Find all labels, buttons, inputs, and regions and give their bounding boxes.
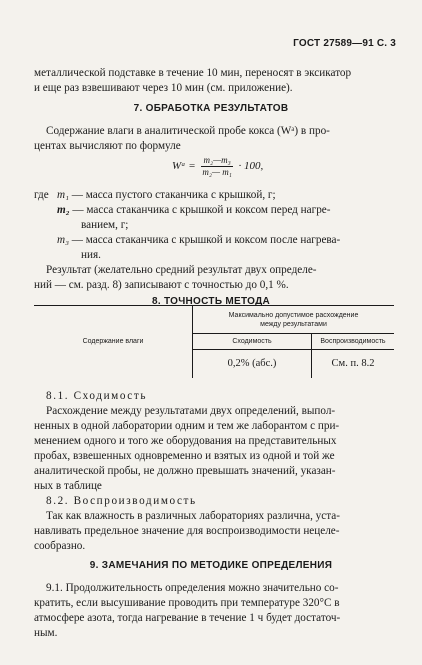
section-7-line-1: Содержание влаги в аналитической пробе кокса (Wᵃ) в про-	[46, 125, 330, 137]
table-col-reproducibility: Воспроизводимость	[312, 334, 395, 350]
where-label: где	[34, 189, 49, 201]
formula-fraction	[201, 155, 232, 178]
formula-rhs: · 100,	[238, 160, 264, 173]
intro-line-2: и еще раз взвешивают через 10 мин (см. приложение).	[34, 82, 293, 94]
para-8-1-line-2: ненных в одной лаборатории одним и тем же лаборантом с при-	[34, 420, 340, 432]
def-m2	[57, 203, 330, 218]
def-m2-symbol: m₂	[57, 204, 70, 216]
para-9-1-line-1: 9.1. Продолжительность определения можно значительно со-	[46, 582, 339, 594]
para-9-1-line-3: атмосфере азота, тогда нагревание в течение 1 ч будет достаточ-	[34, 612, 341, 624]
table-col-convergence: Сходимость	[193, 334, 312, 350]
formula-numerator: m₂—m₃	[203, 155, 231, 165]
formula-lhs: Wᵃ =	[172, 160, 196, 173]
page-header: ГОСТ 27589—91 С. 3	[293, 38, 396, 49]
section-9-title: 9. ЗАМЕЧАНИЯ ПО МЕТОДИКЕ ОПРЕДЕЛЕНИЯ	[89, 560, 333, 571]
para-9-1-line-2: кратить, если высушивание проводить при температуре 320°С в	[34, 597, 340, 609]
def-m2-text: — масса стаканчика с крышкой и коксом перед нагре-	[72, 204, 331, 216]
intro-line-1: металлической подставке в течение 10 мин, переносят в эксикатор	[34, 67, 352, 79]
para-8-1-line-1: Расхождение между результатами двух определений, выпол-	[46, 405, 336, 417]
def-m3-text: — масса стаканчика с крышкой и коксом после нагрева-	[71, 234, 341, 246]
precision-table	[34, 305, 394, 378]
formula-denominator: m₂— m₁	[202, 167, 232, 177]
section-8-title: 8. ТОЧНОСТЬ МЕТОДА	[151, 296, 271, 307]
table-group-header: Максимально допустимое расхождение между результатами	[193, 306, 395, 334]
def-m1-text: — масса пустого стаканчика с крышкой, г;	[71, 189, 276, 201]
result-line-1: Результат (желательно средний результат двух определе-	[46, 264, 317, 276]
para-8-2-title: 8.2. Воспроизводимость	[46, 495, 197, 507]
def-m3	[57, 233, 340, 248]
para-8-1-title: 8.1. Сходимость	[46, 390, 148, 402]
para-8-2-line-2: навливать предельное значение для воспроизводимости нецеле-	[34, 525, 340, 537]
para-8-1-line-3: менением одного и того же оборудования на представительных	[34, 435, 337, 447]
result-line-2: ний — см. разд. 8) записывают с точностью до 0,1 %.	[34, 279, 289, 291]
para-8-2-line-1: Так как влажность в различных лабораториях различна, уста-	[46, 510, 340, 522]
def-m3-cont: ния.	[81, 249, 101, 261]
moisture-formula	[172, 155, 263, 178]
section-7-title: 7. ОБРАБОТКА РЕЗУЛЬТАТОВ	[133, 103, 289, 114]
para-8-1-line-4: пробах, взвешенных одновременно и взятых из одной и той же	[34, 450, 335, 462]
section-7-line-2: центах вычисляют по формуле	[34, 140, 181, 152]
table-value-reproducibility: См. п. 8.2	[312, 350, 395, 378]
def-m2-cont: ванием, г;	[81, 219, 129, 231]
para-8-1-line-6: ных в таблице	[34, 480, 102, 492]
para-8-2-line-3: сообразно.	[34, 540, 86, 552]
table-value-convergence: 0,2% (абс.)	[193, 350, 312, 378]
def-m1-symbol: m₁	[57, 189, 69, 201]
para-9-1-line-4: ным.	[34, 627, 58, 639]
def-m1	[57, 188, 276, 203]
para-8-1-line-5: аналитической пробы, не должно превышать значений, указан-	[34, 465, 336, 477]
table-row-header: Содержание влаги	[34, 306, 193, 378]
def-m3-symbol: m₃	[57, 234, 69, 246]
